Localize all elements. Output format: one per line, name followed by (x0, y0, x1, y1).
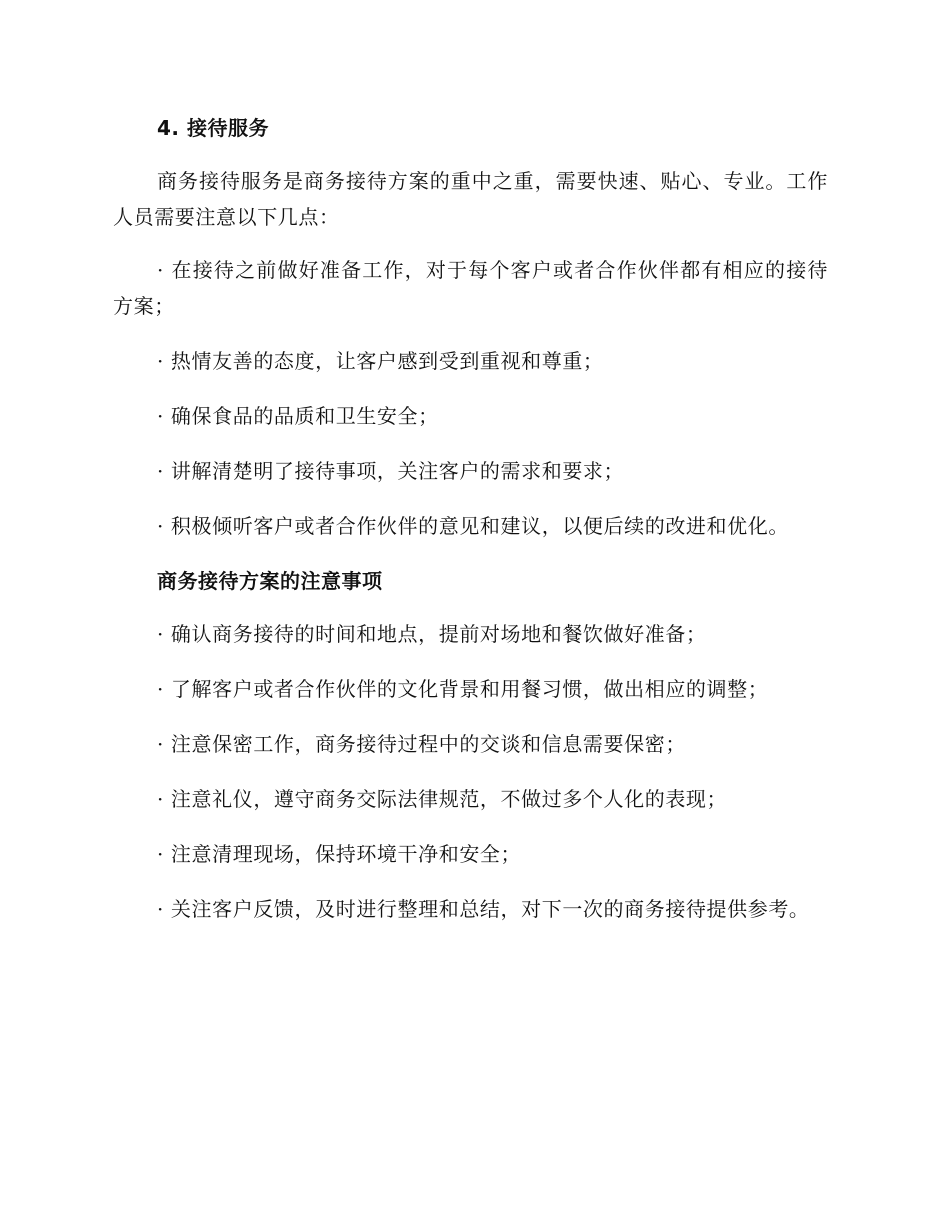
intro-paragraph: 商务接待服务是商务接待方案的重中之重，需要快速、贴心、专业。工作人员需要注意以下几点： (113, 169, 828, 229)
note-point: · 关注客户反馈，及时进行整理和总结，对下一次的商务接待提供参考。 (157, 897, 810, 921)
note-point: · 注意礼仪，遵守商务交际法律规范，不做过多个人化的表现； (157, 787, 728, 811)
service-point: · 讲解清楚明了接待事项，关注客户的需求和要求； (157, 459, 625, 483)
section-heading: 4. 接待服务 (157, 116, 269, 140)
service-point: · 在接待之前做好准备工作，对于每个客户或者合作伙伴都有相应的接待方案； (113, 258, 828, 318)
note-point: · 注意清理现场，保持环境干净和安全； (157, 842, 522, 866)
service-point: · 热情友善的态度，让客户感到受到重视和尊重； (157, 349, 604, 373)
service-points-list (113, 252, 828, 544)
document-content (113, 110, 828, 946)
note-point: · 了解客户或者合作伙伴的文化背景和用餐习惯，做出相应的调整； (157, 677, 769, 701)
service-point: · 积极倾听客户或者合作伙伴的意见和建议，以便后续的改进和优化。 (157, 514, 789, 538)
note-point: · 注意保密工作，商务接待过程中的交谈和信息需要保密； (157, 732, 686, 756)
service-point: · 确保食品的品质和卫生安全； (157, 404, 439, 428)
notes-heading: 商务接待方案的注意事项 (157, 569, 383, 593)
note-point: · 确认商务接待的时间和地点，提前对场地和餐饮做好准备； (157, 622, 707, 646)
notes-points-list (113, 616, 828, 927)
